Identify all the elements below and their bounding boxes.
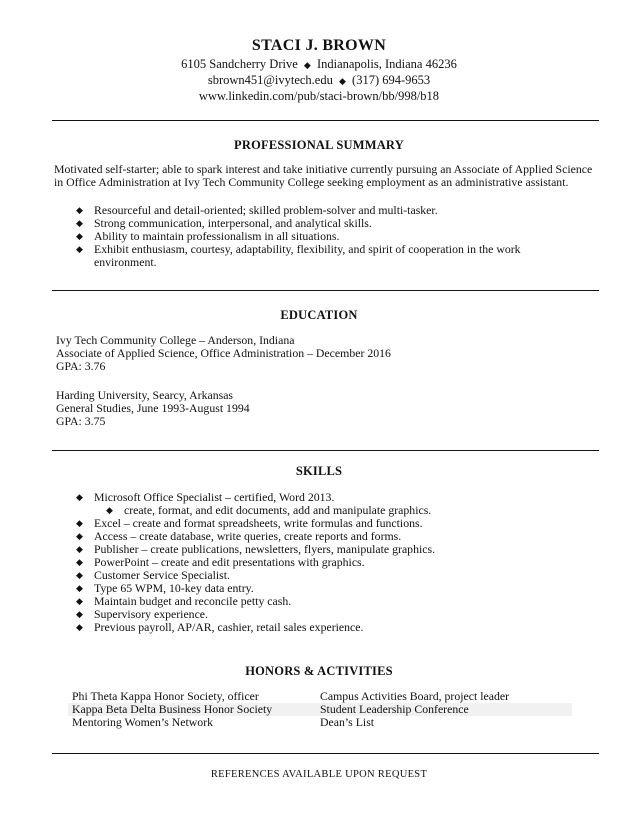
linkedin-link[interactable]: www.linkedin.com/pub/staci-brown/bb/998/b18 — [198, 89, 440, 103]
diamond-bullet-icon: ◆ — [76, 622, 83, 632]
education-heading: EDUCATION — [280, 308, 358, 322]
diamond-bullet-icon: ◆ — [76, 609, 83, 619]
list-item: ◆ Ability to maintain professionalism in all situations. — [76, 229, 340, 243]
summary-paragraph: Motivated self-starter; able to spark interest and take initiative currently pursuing an Associate of Applied Science in Office Administration at Ivy Tech Community College seeking employment as an administrative assistant. — [54, 162, 593, 189]
diamond-bullet-icon: ◆ — [76, 596, 83, 606]
list-item: ◆ Type 65 WPM, 10-key data entry. — [76, 581, 254, 595]
gpa: GPA: 3.76 — [56, 359, 106, 373]
list-item: ◆ Strong communication, interpersonal, and analytical skills. — [76, 216, 372, 230]
address-city: Indianapolis, Indiana 46236 — [316, 57, 457, 71]
list-item: ◆ Previous payroll, AP/AR, cashier, retail sales experience. — [76, 620, 364, 634]
diamond-bullet-icon: ◆ — [106, 505, 113, 515]
section-divider — [52, 290, 599, 291]
address-line — [0, 56, 638, 73]
education-entry — [56, 389, 596, 428]
education-entry — [56, 334, 596, 373]
list-item: ◆ PowerPoint – create and edit presentations with graphics. — [76, 555, 365, 569]
references-note: REFERENCES AVAILABLE UPON REQUEST — [210, 769, 428, 780]
honors-table — [68, 690, 572, 729]
diamond-bullet-icon: ◆ — [76, 557, 83, 567]
honor-right: Student Leadership Conference — [320, 702, 469, 716]
degree: General Studies, June 1993-August 1994 — [56, 401, 250, 415]
section-divider — [52, 120, 599, 121]
list-item: ◆ Access – create database, write queries, create reports and forms. — [76, 529, 402, 543]
email[interactable]: sbrown451@ivytech.edu — [207, 73, 333, 87]
honor-right: Dean’s List — [320, 715, 375, 729]
diamond-bullet-icon: ◆ — [76, 205, 83, 215]
summary-bullet-list — [72, 204, 572, 269]
gpa: GPA: 3.75 — [56, 414, 106, 428]
list-item: ◆ create, format, and edit documents, add and manipulate graphics. — [106, 503, 432, 517]
diamond-bullet-icon: ◆ — [76, 544, 83, 554]
list-item: ◆ Exhibit enthusiasm, courtesy, adaptability, flexibility, and spirit of cooperation in the work environment. — [76, 242, 521, 269]
list-item: ◆ Resourceful and detail-oriented; skilled problem-solver and multi-tasker. — [76, 203, 438, 217]
diamond-separator-icon: ◆ — [303, 60, 311, 70]
honor-left: Kappa Beta Delta Business Honor Society — [72, 702, 273, 716]
section-divider — [52, 450, 599, 451]
section-divider — [52, 753, 599, 754]
contact-line — [0, 72, 638, 89]
honors-heading: HONORS & ACTIVITIES — [245, 664, 393, 678]
diamond-bullet-icon: ◆ — [76, 583, 83, 593]
honor-left: Mentoring Women’s Network — [72, 715, 214, 729]
diamond-bullet-icon: ◆ — [76, 492, 83, 502]
school-name: Ivy Tech Community College – Anderson, Indiana — [56, 333, 295, 347]
candidate-name: STACI J. BROWN — [251, 37, 387, 54]
phone: (317) 694-9653 — [352, 73, 431, 87]
diamond-bullet-icon: ◆ — [76, 244, 83, 254]
diamond-separator-icon: ◆ — [338, 76, 346, 86]
list-item: ◆ Customer Service Specialist. — [76, 568, 230, 582]
diamond-bullet-icon: ◆ — [76, 570, 83, 580]
school-name: Harding University, Searcy, Arkansas — [56, 388, 234, 402]
list-item: ◆ Publisher – create publications, newsletters, flyers, manipulate graphics. — [76, 542, 436, 556]
list-item: ◆ Maintain budget and reconcile petty cash. — [76, 594, 292, 608]
list-item: ◆ Microsoft Office Specialist – certified, Word 2013. — [76, 490, 335, 504]
summary-heading: PROFESSIONAL SUMMARY — [234, 138, 404, 152]
diamond-bullet-icon: ◆ — [76, 518, 83, 528]
address-street: 6105 Sandcherry Drive — [181, 57, 298, 71]
honor-left: Phi Theta Kappa Honor Society, officer — [72, 689, 259, 703]
diamond-bullet-icon: ◆ — [76, 531, 83, 541]
diamond-bullet-icon: ◆ — [76, 231, 83, 241]
list-item: ◆ Excel – create and format spreadsheets, write formulas and functions. — [76, 516, 423, 530]
skills-list — [72, 491, 572, 634]
degree: Associate of Applied Science, Office Administration – December 2016 — [56, 346, 391, 360]
diamond-bullet-icon: ◆ — [76, 218, 83, 228]
table-row — [68, 716, 572, 729]
list-item: ◆ Supervisory experience. — [76, 607, 208, 621]
skills-heading: SKILLS — [295, 464, 343, 478]
honor-right: Campus Activities Board, project leader — [320, 689, 510, 703]
